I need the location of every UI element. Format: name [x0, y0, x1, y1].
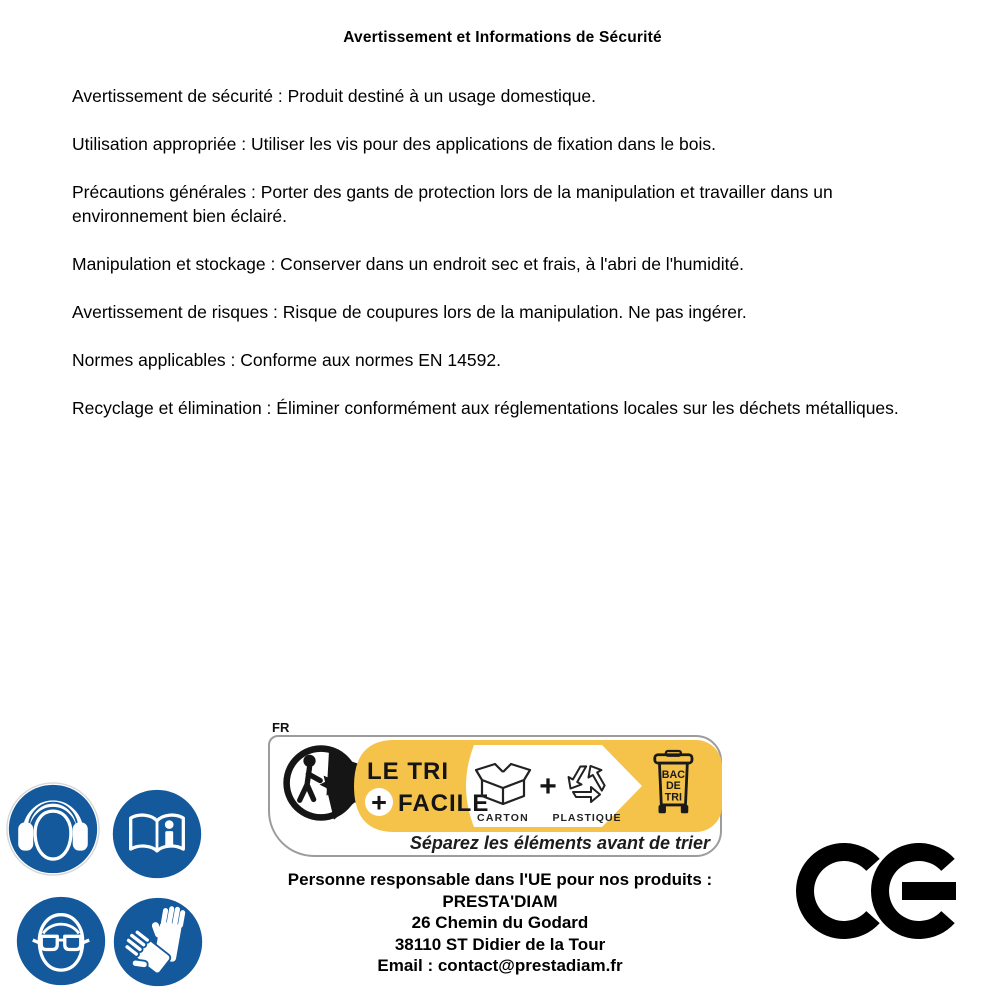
read-instruction-manual-icon	[110, 787, 204, 881]
bin-label-line1: BAC	[661, 768, 685, 781]
plastique-label: PLASTIQUE	[552, 812, 622, 824]
wear-protective-gloves-icon	[111, 895, 205, 989]
address-street: 26 Chemin du Godard	[411, 913, 589, 932]
banner-plus-sign: +	[371, 787, 387, 818]
paragraph-general-precautions: Précautions générales : Porter des gants de protection lors de la manipulation et travailler dans un environnement bien éclairé.	[72, 182, 833, 226]
carton-label: CARTON	[477, 812, 529, 824]
page-title: Avertissement et Informations de Sécurité	[343, 29, 662, 46]
paragraph-safety-warning: Avertissement de sécurité : Produit destiné à un usage domestique.	[72, 86, 597, 106]
paragraph-handling-storage: Manipulation et stockage : Conserver dans un endroit sec et frais, à l'abri de l'humidité.	[72, 254, 745, 274]
address-city: 38110 ST Didier de la Tour	[394, 934, 606, 954]
paragraph-standards: Normes applicables : Conforme aux normes EN 14592.	[72, 350, 501, 370]
tri-facile-banner	[354, 740, 722, 832]
info-tri-label	[268, 720, 722, 857]
paragraph-risk-warning: Avertissement de risques : Risque de coupures lors de la manipulation. Ne pas ingérer.	[72, 302, 747, 322]
bin-label-line2: DE	[665, 780, 681, 793]
safety-paragraphs	[72, 84, 924, 444]
sorting-tagline: Séparez les éléments avant de trier	[409, 833, 710, 853]
country-code-label: FR	[272, 720, 290, 735]
triman-icon	[280, 742, 362, 824]
responsible-intro: Personne responsable dans l'UE pour nos produits :	[287, 870, 713, 889]
wear-ear-protection-icon	[6, 782, 100, 876]
wear-eye-protection-icon	[14, 894, 108, 988]
paragraph-appropriate-use: Utilisation appropriée : Utiliser les vis pour des applications de fixation dans le bois.	[72, 134, 716, 154]
banner-line1: LE TRI	[367, 758, 449, 785]
bin-label-line3: TRI	[664, 791, 682, 804]
contact-email: Email : contact@prestadiam.fr	[377, 956, 623, 975]
responsible-person-block	[230, 869, 770, 977]
company-name: PRESTA'DIAM	[442, 891, 558, 911]
paragraph-recycling: Recyclage et élimination : Éliminer conformément aux réglementations locales sur les déchets métalliques.	[72, 398, 899, 418]
ce-marking-icon	[792, 838, 964, 946]
materials-plus-sign: +	[539, 770, 557, 803]
banner-line2: FACILE	[398, 790, 490, 817]
